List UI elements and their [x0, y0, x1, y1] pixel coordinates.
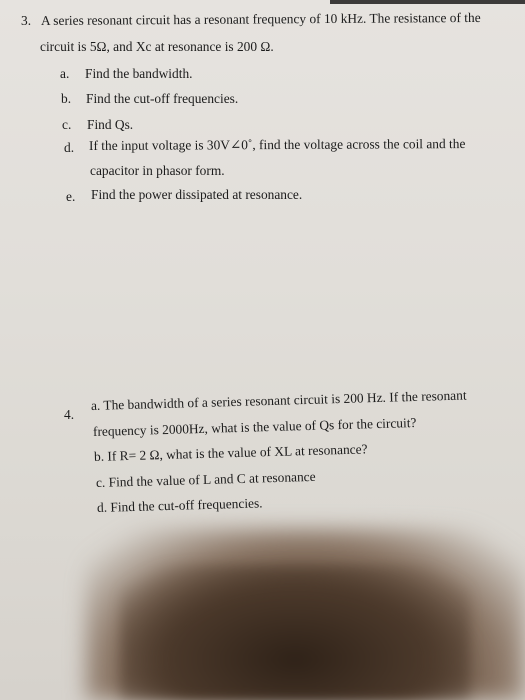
- q3d-text: If the input voltage is 30V∠0˚, find the voltage across the coil and the: [88, 136, 466, 153]
- top-edge-bar: [330, 0, 525, 4]
- q4-line-d: d. Find the cut-off frequencies.: [96, 495, 263, 515]
- hand-shadow-core: [120, 565, 470, 700]
- q3c-letter: c.: [62, 117, 72, 132]
- q3e-text: Find the power dissipated at resonance.: [91, 187, 303, 202]
- q4-line-b: b. If R= 2 Ω, what is the value of XL at resonance?: [93, 441, 368, 464]
- q3d-text-line2: capacitor in phasor form.: [90, 163, 225, 178]
- q3d-letter: d.: [64, 140, 75, 155]
- q3b-text: Find the cut-off frequencies.: [86, 91, 239, 106]
- q3a-text: Find the bandwidth.: [85, 66, 193, 81]
- q3-stem-line1: A series resonant circuit has a resonant frequency of 10 kHz. The resistance of the: [40, 9, 481, 28]
- q3e-letter: e.: [66, 189, 76, 204]
- q3-stem-line2: circuit is 5Ω, and Xc at resonance is 200 Ω.: [40, 39, 274, 54]
- q3b-letter: b.: [61, 91, 72, 106]
- q4-line-c: c. Find the value of L and C at resonance: [95, 468, 316, 490]
- q4-number: 4.: [64, 407, 75, 422]
- q4-line-a: a. The bandwidth of a series resonant circuit is 200 Hz. If the resonant: [90, 387, 467, 413]
- q3a-letter: a.: [60, 66, 70, 81]
- q3-number: 3.: [21, 13, 32, 28]
- q4-line-a2: frequency is 2000Hz, what is the value of Qs for the circuit?: [92, 414, 417, 439]
- q3c-text: Find Qs.: [87, 117, 134, 132]
